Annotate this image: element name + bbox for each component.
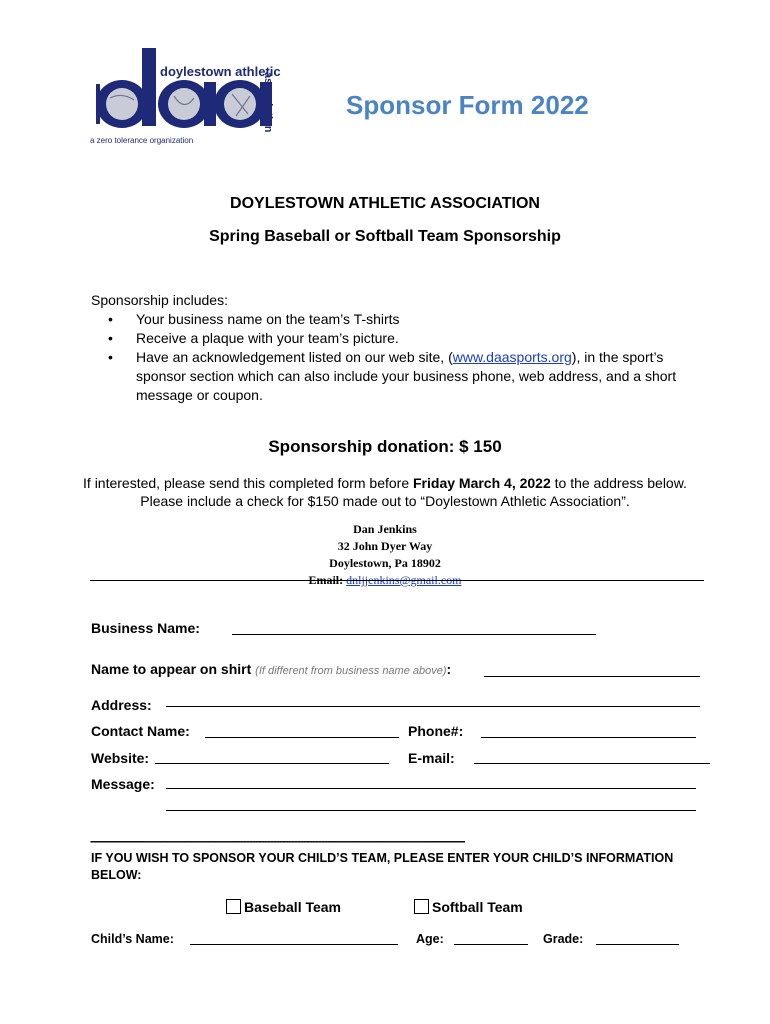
address-field[interactable]: [166, 706, 700, 707]
softball-option[interactable]: Softball Team: [414, 899, 523, 915]
child-name-field[interactable]: [190, 944, 398, 945]
shirt-name-label: Name to appear on shirt (If different from business name above):: [91, 661, 452, 677]
mailing-address: [0, 521, 770, 589]
address-city: Doylestown, Pa 18902: [329, 556, 441, 570]
message-label: Message:: [91, 776, 155, 792]
child-section-heading: IF YOU WISH TO SPONSOR YOUR CHILD’S TEAM, PLEASE ENTER YOUR CHILD’S INFORMATION BELOW:: [91, 851, 674, 882]
message-field-line-2[interactable]: [166, 810, 696, 811]
includes-list: [108, 310, 708, 405]
website-label: Website:: [91, 750, 150, 766]
divider: [90, 580, 704, 581]
bullet-icon: •: [108, 311, 113, 327]
phone-label: Phone#:: [408, 723, 464, 739]
softball-checkbox[interactable]: [414, 899, 429, 914]
address-email: Email: dnljjenkins@gmail.com: [308, 573, 462, 587]
age-field[interactable]: [454, 944, 528, 945]
logo-tagline: a zero tolerance organization: [90, 136, 194, 145]
baseball-checkbox[interactable]: [226, 899, 241, 914]
contact-name-label: Contact Name:: [91, 723, 190, 739]
baseball-option[interactable]: Baseball Team: [226, 899, 341, 915]
business-name-field[interactable]: [232, 634, 596, 635]
email-label: E-mail:: [408, 750, 455, 766]
bullet-icon: •: [108, 330, 113, 346]
address-street: 32 John Dyer Way: [337, 539, 433, 553]
website-link[interactable]: www.daasports.org: [452, 349, 572, 365]
bullet-icon: •: [108, 349, 113, 365]
message-field-line-1[interactable]: [166, 788, 696, 789]
shirt-name-field[interactable]: [484, 676, 700, 677]
child-name-label: Child’s Name:: [91, 932, 174, 946]
sponsorship-heading: Spring Baseball or Softball Team Sponsorship: [209, 228, 561, 245]
grade-label: Grade:: [543, 932, 584, 946]
dashed-divider: -----------------------------------------------------------------------------------------------------------------------------: [90, 834, 465, 848]
list-item: • Receive a plaque with your team’s picture.: [108, 330, 399, 346]
logo-side-text: association: [262, 72, 274, 133]
email-field[interactable]: [474, 763, 710, 764]
includes-label: Sponsorship includes:: [91, 292, 228, 308]
business-name-label: Business Name:: [91, 620, 200, 636]
org-heading: DOYLESTOWN ATHLETIC ASSOCIATION: [230, 195, 540, 212]
address-label: Address:: [91, 697, 152, 713]
phone-field[interactable]: [481, 737, 696, 738]
instructions: If interested, please send this completed form before Friday March 4, 2022 to the address below. Please include a check for $150 made out to “Doylestown Athletic Association”.: [83, 475, 687, 509]
logo-name: doylestown athletic: [160, 64, 281, 79]
donation-amount: Sponsorship donation: $ 150: [268, 437, 502, 456]
list-item: • Your business name on the team’s T-shirts: [108, 311, 400, 327]
website-field[interactable]: [155, 763, 389, 764]
grade-field[interactable]: [596, 944, 679, 945]
address-name: Dan Jenkins: [353, 522, 417, 536]
age-label: Age:: [416, 932, 444, 946]
form-title: Sponsor Form 2022: [346, 90, 589, 120]
list-item: • Have an acknowledgement listed on our web site, (www.daasports.org), in the sport’s sponsor section which can also include your business phone, web address, and a short message or coupon.: [108, 349, 677, 403]
contact-name-field[interactable]: [205, 737, 399, 738]
email-link[interactable]: dnljjenkins@gmail.com: [346, 573, 462, 587]
